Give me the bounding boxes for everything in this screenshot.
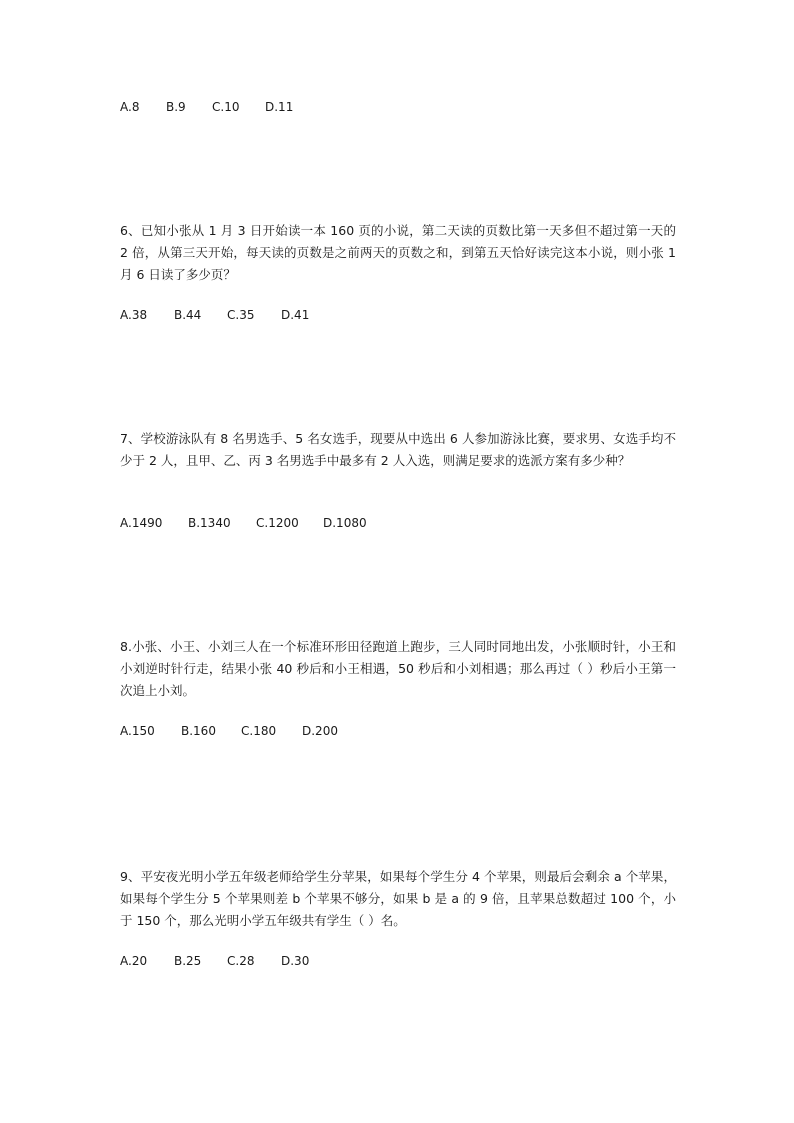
q8-text: 8.小张、小王、小刘三人在一个标准环形田径跑道上跑步，三人同时同地出发，小张顺时针，小王和小刘逆时针行走，结果小张 40 秒后和小王相遇，50 秒后和小刘相遇；那么再过（ ）秒后小王第一次追上小刘。: [120, 639, 676, 698]
q6-option-c: C.35: [227, 308, 255, 322]
q5-option-a: A.8: [120, 100, 140, 114]
q6-option-d: D.41: [281, 308, 310, 322]
q6-options: [120, 307, 309, 323]
q8-option-c: C.180: [241, 724, 277, 738]
q8-option-b: B.160: [181, 724, 216, 738]
q7-text: 7、学校游泳队有 8 名男选手、5 名女选手，现要从中选出 6 人参加游泳比赛，要求男、女选手均不少于 2 人，且甲、乙、丙 3 名男选手中最多有 2 人入选，则满足要求的选派方案有多少种？: [120, 431, 676, 468]
q6-text: 6、已知小张从 1 月 3 日开始读一本 160 页的小说，第二天读的页数比第一天多但不超过第一天的 2 倍，从第三天开始，每天读的页数是之前两天的页数之和，到第五天恰好读完这本小说，则小张 1 月 6 日读了多少页？: [120, 223, 676, 282]
q9-option-a: A.20: [120, 954, 148, 968]
q9-options: [120, 953, 309, 969]
q7-option-a: A.1490: [120, 516, 163, 530]
q5-option-b: B.9: [166, 100, 186, 114]
q9-option-b: B.25: [174, 954, 202, 968]
q7-option-c: C.1200: [256, 516, 299, 530]
q7-option-b: B.1340: [188, 516, 231, 530]
q6-option-b: B.44: [174, 308, 202, 322]
q6-option-a: A.38: [120, 308, 148, 322]
q9-option-d: D.30: [281, 954, 310, 968]
q9-text: 9、平安夜光明小学五年级老师给学生分苹果，如果每个学生分 4 个苹果，则最后会剩余 a 个苹果，如果每个学生分 5 个苹果则差 b 个苹果不够分，如果 b 是 a 的 9 倍，且苹果总数超过 100 个，小于 150 个，那么光明小学五年级共有学生（ ）名。: [120, 869, 676, 928]
q8-option-a: A.150: [120, 724, 155, 738]
q5-option-d: D.11: [265, 100, 294, 114]
q7-option-d: D.1080: [323, 516, 367, 530]
q5-option-c: C.10: [212, 100, 240, 114]
q8-options: [120, 723, 338, 739]
q7-options: [120, 515, 367, 531]
q9-option-c: C.28: [227, 954, 255, 968]
q5-options: [120, 99, 293, 115]
q8-option-d: D.200: [302, 724, 338, 738]
